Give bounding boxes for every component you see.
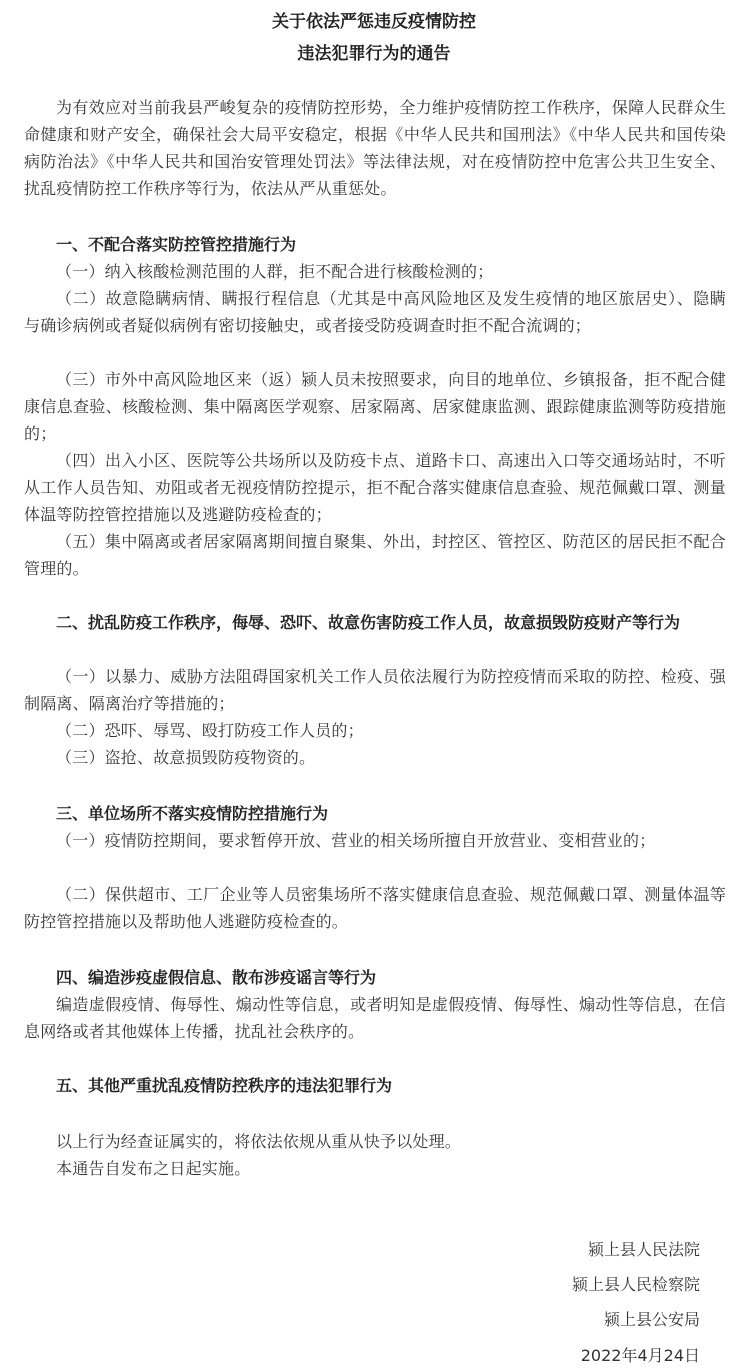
closing-line-2: 本通告自发布之日起实施。 [56, 1159, 251, 1178]
signature-court: 颍上县人民法院 [587, 1240, 700, 1259]
signature-procuratorate: 颍上县人民检察院 [571, 1275, 700, 1294]
section-4-item-1: 编造虚假疫情、侮辱性、煽动性等信息，或者明知是虚假疫情、侮辱性、煽动性等信息，在信息网络或者其他媒体上传播，扰乱社会秩序的。 [24, 995, 726, 1041]
section-4-heading: 四、编造涉疫虚假信息、散布涉疫谣言等行为 [56, 968, 377, 987]
section-2-item-2: （二）恐吓、辱骂、殴打防疫工作人员的； [56, 721, 364, 740]
section-2-item-3: （三）盗抢、故意损毁防疫物资的。 [56, 748, 316, 767]
section-2-item-1: （一）以暴力、威胁方法阻碍国家机关工作人员依法履行为防控疫情而采取的防控、检疫、强制隔离、隔离治疗等措施的； [24, 667, 726, 713]
section-5-heading: 五、其他严重扰乱疫情防控秩序的违法犯罪行为 [56, 1076, 393, 1095]
section-1-item-1: （一）纳入核酸检测范围的人群，拒不配合进行核酸检测的； [56, 262, 494, 281]
intro-paragraph: 为有效应对当前我县严峻复杂的疫情防控形势，全力维护疫情防控工作秩序，保障人民群众生命健康和财产安全，确保社会大局平安稳定，根据《中华人民共和国刑法》《中华人民共和国传染病防治法》《中华人民共和国治安管理处罚法》等法律法规，对在疫情防控中危害公共卫生安全、扰乱疫情防控工作秩序等行为，依法从严从重惩处。 [24, 98, 726, 198]
section-1-item-2: （二）故意隐瞒病情、瞒报行程信息（尤其是中高风险地区及发生疫情的地区旅居史）、隐瞒与确诊病例或者疑似病例有密切接触史，或者接受防疫调查时拒不配合流调的； [24, 289, 726, 335]
section-1-item-4: （四）出入小区、医院等公共场所以及防疫卡点、道路卡口、高速出入口等交通场站时，不听从工作人员告知、劝阻或者无视疫情防控提示，拒不配合落实健康信息查验、规范佩戴口罩、测量体温等防控管控措施以及逃避防疫检查的； [24, 451, 726, 524]
closing-line-1: 以上行为经查证属实的，将依法依规从重从快予以处理。 [56, 1132, 462, 1151]
notice-date: 2022年4月24日 [580, 1346, 700, 1365]
section-3-heading: 三、单位场所不落实疫情防控措施行为 [56, 804, 329, 823]
section-2-heading: 二、扰乱防疫工作秩序，侮辱、恐吓、故意伤害防疫工作人员，故意损毁防疫财产等行为 [56, 613, 681, 632]
notice-title-line-1: 关于依法严惩违反疫情防控 [272, 12, 476, 32]
signature-police: 颍上县公安局 [603, 1310, 700, 1329]
section-3-item-1: （一）疫情防控期间，要求暂停开放、营业的相关场所擅自开放营业、变相营业的； [56, 831, 656, 850]
section-1-heading: 一、不配合落实防控管控措施行为 [56, 235, 297, 254]
notice-title-line-2: 违法犯罪行为的通告 [297, 44, 451, 64]
section-1-item-3: （三）市外中高风险地区来（返）颍人员未按照要求，向目的地单位、乡镇报备，拒不配合健康信息查验、核酸检测、集中隔离医学观察、居家隔离、居家健康监测、跟踪健康监测等防疫措施的； [24, 370, 726, 443]
section-1-item-5: （五）集中隔离或者居家隔离期间擅自聚集、外出，封控区、管控区、防范区的居民拒不配合管理的。 [24, 532, 726, 578]
section-3-item-2: （二）保供超市、工厂企业等人员密集场所不落实健康信息查验、规范佩戴口罩、测量体温等防控管控措施以及帮助他人逃避防疫检查的。 [24, 885, 726, 931]
